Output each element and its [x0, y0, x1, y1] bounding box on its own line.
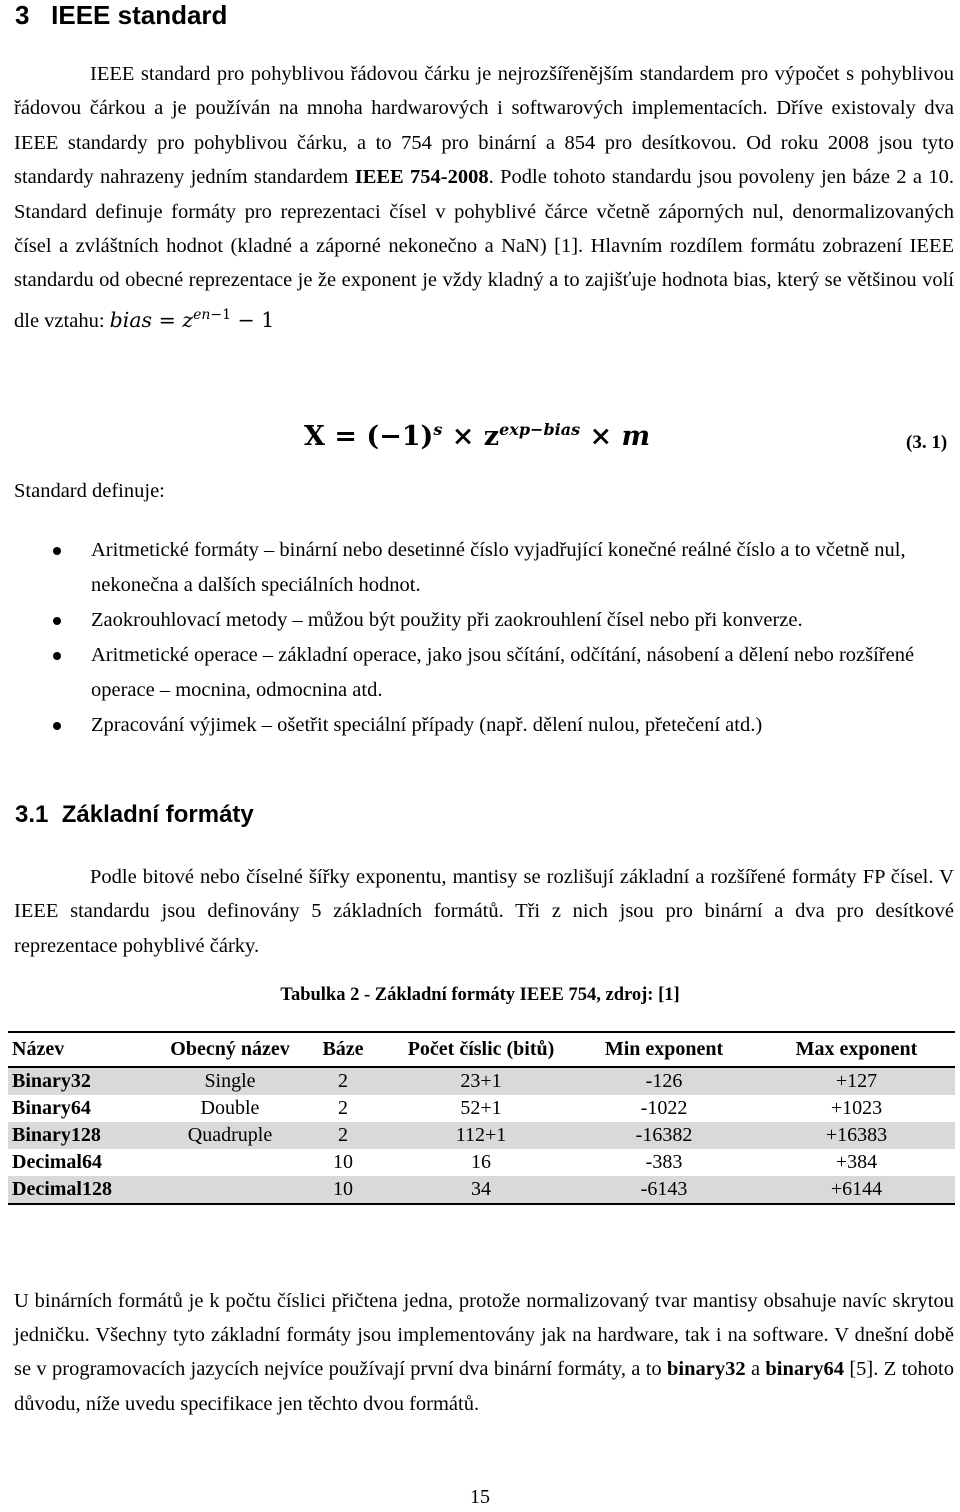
cell-name: Decimal128 — [12, 1178, 112, 1200]
cell-base: 2 — [338, 1097, 348, 1119]
definition-list — [0, 533, 960, 743]
cell-base: 10 — [333, 1151, 353, 1173]
cell-common-name: Quadruple — [187, 1124, 273, 1146]
table-header-row — [8, 1032, 955, 1067]
cell-max-exponent: +384 — [835, 1151, 878, 1173]
col-header-digits: Počet číslic (bitů) — [407, 1038, 555, 1060]
cell-digits: 52+1 — [460, 1097, 502, 1119]
table-row — [8, 1095, 955, 1122]
cell-name: Binary32 — [12, 1070, 91, 1092]
table-row — [8, 1149, 955, 1176]
cell-name: Decimal64 — [12, 1151, 102, 1173]
closing-paragraph: U binárních formátů je k počtu číslici přičtena jedna, protože normalizovaný tvar mantisy obsahuje navíc skrytou jedničku. Všechny tyto základní formáty jsou implementovány jak na hardware, tak i na software. V dnešní době se v programovacích jazycích nejvíce používají první dva binární formáty, a to binary32 a binary64 [5]. Z tohoto důvodu, níže uvedu specifikace jen těchto dvou formátů. — [14, 1290, 954, 1415]
bias-formula: 𝑏𝑖𝑎𝑠 = 𝑧$^{𝑒𝑛-1}$ − 1 — [109, 306, 275, 332]
cell-min-exponent: -6143 — [640, 1178, 688, 1200]
equation-number: (3. 1) — [906, 432, 948, 453]
cell-base: 2 — [338, 1070, 348, 1092]
subsection-heading — [15, 801, 254, 829]
cell-common-name: Double — [200, 1097, 260, 1119]
cell-common-name — [166, 1176, 294, 1204]
bullet-icon — [53, 617, 61, 625]
format-binary64: binary64 — [765, 1358, 845, 1381]
section-number: 3 — [15, 0, 30, 30]
cell-digits: 112+1 — [455, 1124, 507, 1146]
table-caption: Tabulka 2 - Základní formáty IEEE 754, zdroj: [1] — [280, 985, 680, 1005]
cell-name: Binary64 — [12, 1097, 91, 1119]
cell-name: Binary128 — [12, 1124, 101, 1146]
cell-min-exponent: -16382 — [635, 1124, 693, 1146]
formats-table — [8, 1031, 955, 1205]
cell-common-name — [166, 1149, 294, 1176]
cell-max-exponent: +16383 — [825, 1124, 888, 1146]
cell-base: 10 — [333, 1178, 353, 1200]
intro-text-2: . Podle tohoto standardu jsou povoleny jen báze 2 a 10. Standard definuje formáty pro reprezentaci čísel v pohyblivé čárce včetně záporných nul, denormalizovaných čísel a zvláštních hodnot (kladné a záporné nekonečno a NaN) [1]. Hlavním rozdílem formátu zobrazení IEEE standardu od obecné reprezentace je že exponent je vždy kladný a to zajišťuje hodnota bias, který se většinou volí dle vztahu: — [14, 166, 954, 332]
format-binary32: binary32 — [667, 1358, 746, 1381]
equation-3-1: X = (−𝟏)$^𝒔$ × $z^{𝒆𝒙𝒑-𝒃𝒊𝒂𝒔}$ × 𝒎 — [304, 420, 651, 452]
list-item: Aritmetické operace – základní operace, jako jsou sčítání, odčítání, násobení a dělení nebo rozšířené operace – mocnina, odmocnina atd. — [0, 638, 960, 708]
bullet-icon — [53, 722, 61, 730]
bullet-icon — [53, 652, 61, 660]
cell-digits: 23+1 — [460, 1070, 502, 1092]
formats-paragraph: Podle bitové nebo číselné šířky exponentu, mantisy se rozlišují základní a rozšířené formáty FP čísel. V IEEE standardu jsou definovány 5 základních formátů. Tři z nich jsou pro binární a dva pro desítkové reprezentace pohyblivé čárky. — [14, 866, 954, 957]
table-row — [8, 1067, 955, 1095]
col-header-name: Název — [12, 1038, 65, 1060]
section-heading — [15, 0, 227, 31]
cell-max-exponent: +1023 — [830, 1097, 883, 1119]
cell-min-exponent: -126 — [645, 1070, 683, 1092]
subsection-number: 3.1 — [15, 801, 49, 828]
definition-label: Standard definuje: — [14, 480, 165, 502]
col-header-max-exponent: Max exponent — [795, 1038, 918, 1060]
page-number: 15 — [470, 1486, 490, 1508]
cell-max-exponent: +6144 — [830, 1178, 883, 1200]
cell-digits: 16 — [471, 1151, 491, 1173]
intro-paragraph — [14, 57, 954, 338]
section-title: IEEE standard — [51, 0, 228, 30]
intro-standard-name: IEEE 754-2008 — [354, 166, 489, 189]
cell-digits: 34 — [471, 1178, 491, 1200]
col-header-common-name: Obecný název — [170, 1038, 290, 1060]
table-row — [8, 1122, 955, 1149]
cell-max-exponent: +127 — [835, 1070, 878, 1092]
col-header-min-exponent: Min exponent — [604, 1038, 724, 1060]
bullet-icon — [53, 547, 61, 555]
intro-text-1: IEEE standard pro pohyblivou řádovou čárku je nejrozšířenějším standardem pro výpočet s pohyblivou řádovou čárkou a je používán na mnoha hardwarových i softwarových implementacích. Dříve existovaly dva IEEE standardy pro pohyblivou čárku, a to 754 pro binární a 854 pro desítkovou. Od roku 2008 jsou tyto standardy nahrazeny jedním standardem — [14, 63, 954, 189]
table-row — [8, 1176, 955, 1204]
list-item: Zaokrouhlovací metody – můžou být použity při zaokrouhlení čísel nebo při konverze. — [0, 603, 960, 638]
cell-base: 2 — [338, 1124, 348, 1146]
cell-common-name: Single — [204, 1070, 256, 1092]
list-item: Aritmetické formáty – binární nebo desetinné číslo vyjadřující konečné reálné číslo a to včetně nul, nekonečna a dalších speciálních hodnot. — [0, 533, 960, 603]
col-header-base: Báze — [322, 1038, 364, 1060]
subsection-title: Základní formáty — [61, 801, 254, 828]
list-item: Zpracování výjimek – ošetřit speciální případy (např. dělení nulou, přetečení atd.) — [0, 708, 960, 743]
cell-min-exponent: -383 — [645, 1151, 683, 1173]
cell-min-exponent: -1022 — [640, 1097, 688, 1119]
